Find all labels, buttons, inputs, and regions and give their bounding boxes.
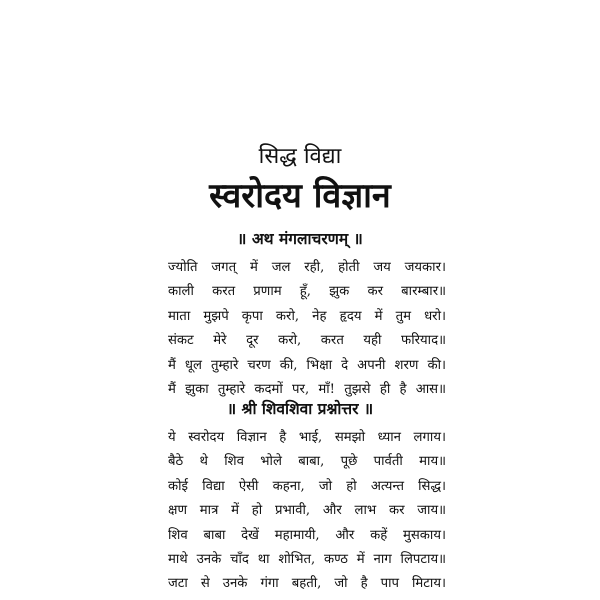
- verse-block-prashnottar: [168, 426, 446, 597]
- verse-line: ये स्वरोदय विज्ञान है भाई, समझो ध्यान लगाय।: [168, 430, 446, 445]
- verse-line: मैं धूल तुम्हारे चरण की, भिक्षा दे अपनी शरण की।: [168, 357, 446, 373]
- verse-line: माथे उनके चाँद था शोभित, कण्ठ में नाग लिपटाय॥: [168, 551, 446, 567]
- verse-line: जटा से उनके गंगा बहती, जो है पाप मिटाय।: [168, 576, 446, 592]
- verse-line: शिव बाबा देखें महामायी, और कहें मुसकाय।: [168, 527, 446, 543]
- page-title: स्वरोदय विज्ञान: [209, 176, 391, 216]
- verse-line: संकट मेरे दूर करो, करत यही फरियाद॥: [168, 333, 446, 349]
- section-heading-prashnottar: ॥ श्री शिवशिवा प्रश्नोत्तर ॥: [226, 399, 374, 418]
- verse-line: मैं झुका तुम्हारे कदमों पर, माँ! तुझसे ही है आस॥: [168, 381, 446, 397]
- verse-line: क्षण मात्र में हो प्रभावी, और लाभ कर जाय॥: [168, 503, 446, 519]
- verse-block-mangalacharan: [168, 256, 446, 402]
- section-heading-mangalacharan: ॥ अथ मंगलाचरणम् ॥: [237, 229, 363, 248]
- verse-line: बैठे थे शिव भोले बाबा, पूछे पार्वती माय॥: [168, 454, 446, 470]
- verse-line: ज्योति जगत् में जल रही, होती जय जयकार।: [168, 260, 446, 275]
- verse-line: माता मुझपे कृपा करो, नेह हृदय में तुम धरो।: [168, 308, 446, 324]
- verse-line: कोई विद्या ऐसी कहना, जो हो अत्यन्त सिद्ध।: [168, 478, 446, 494]
- verse-line: काली करत प्रणाम हूँ, झुक कर बारम्बार॥: [168, 284, 446, 300]
- page-subtitle: सिद्ध विद्या: [258, 144, 342, 169]
